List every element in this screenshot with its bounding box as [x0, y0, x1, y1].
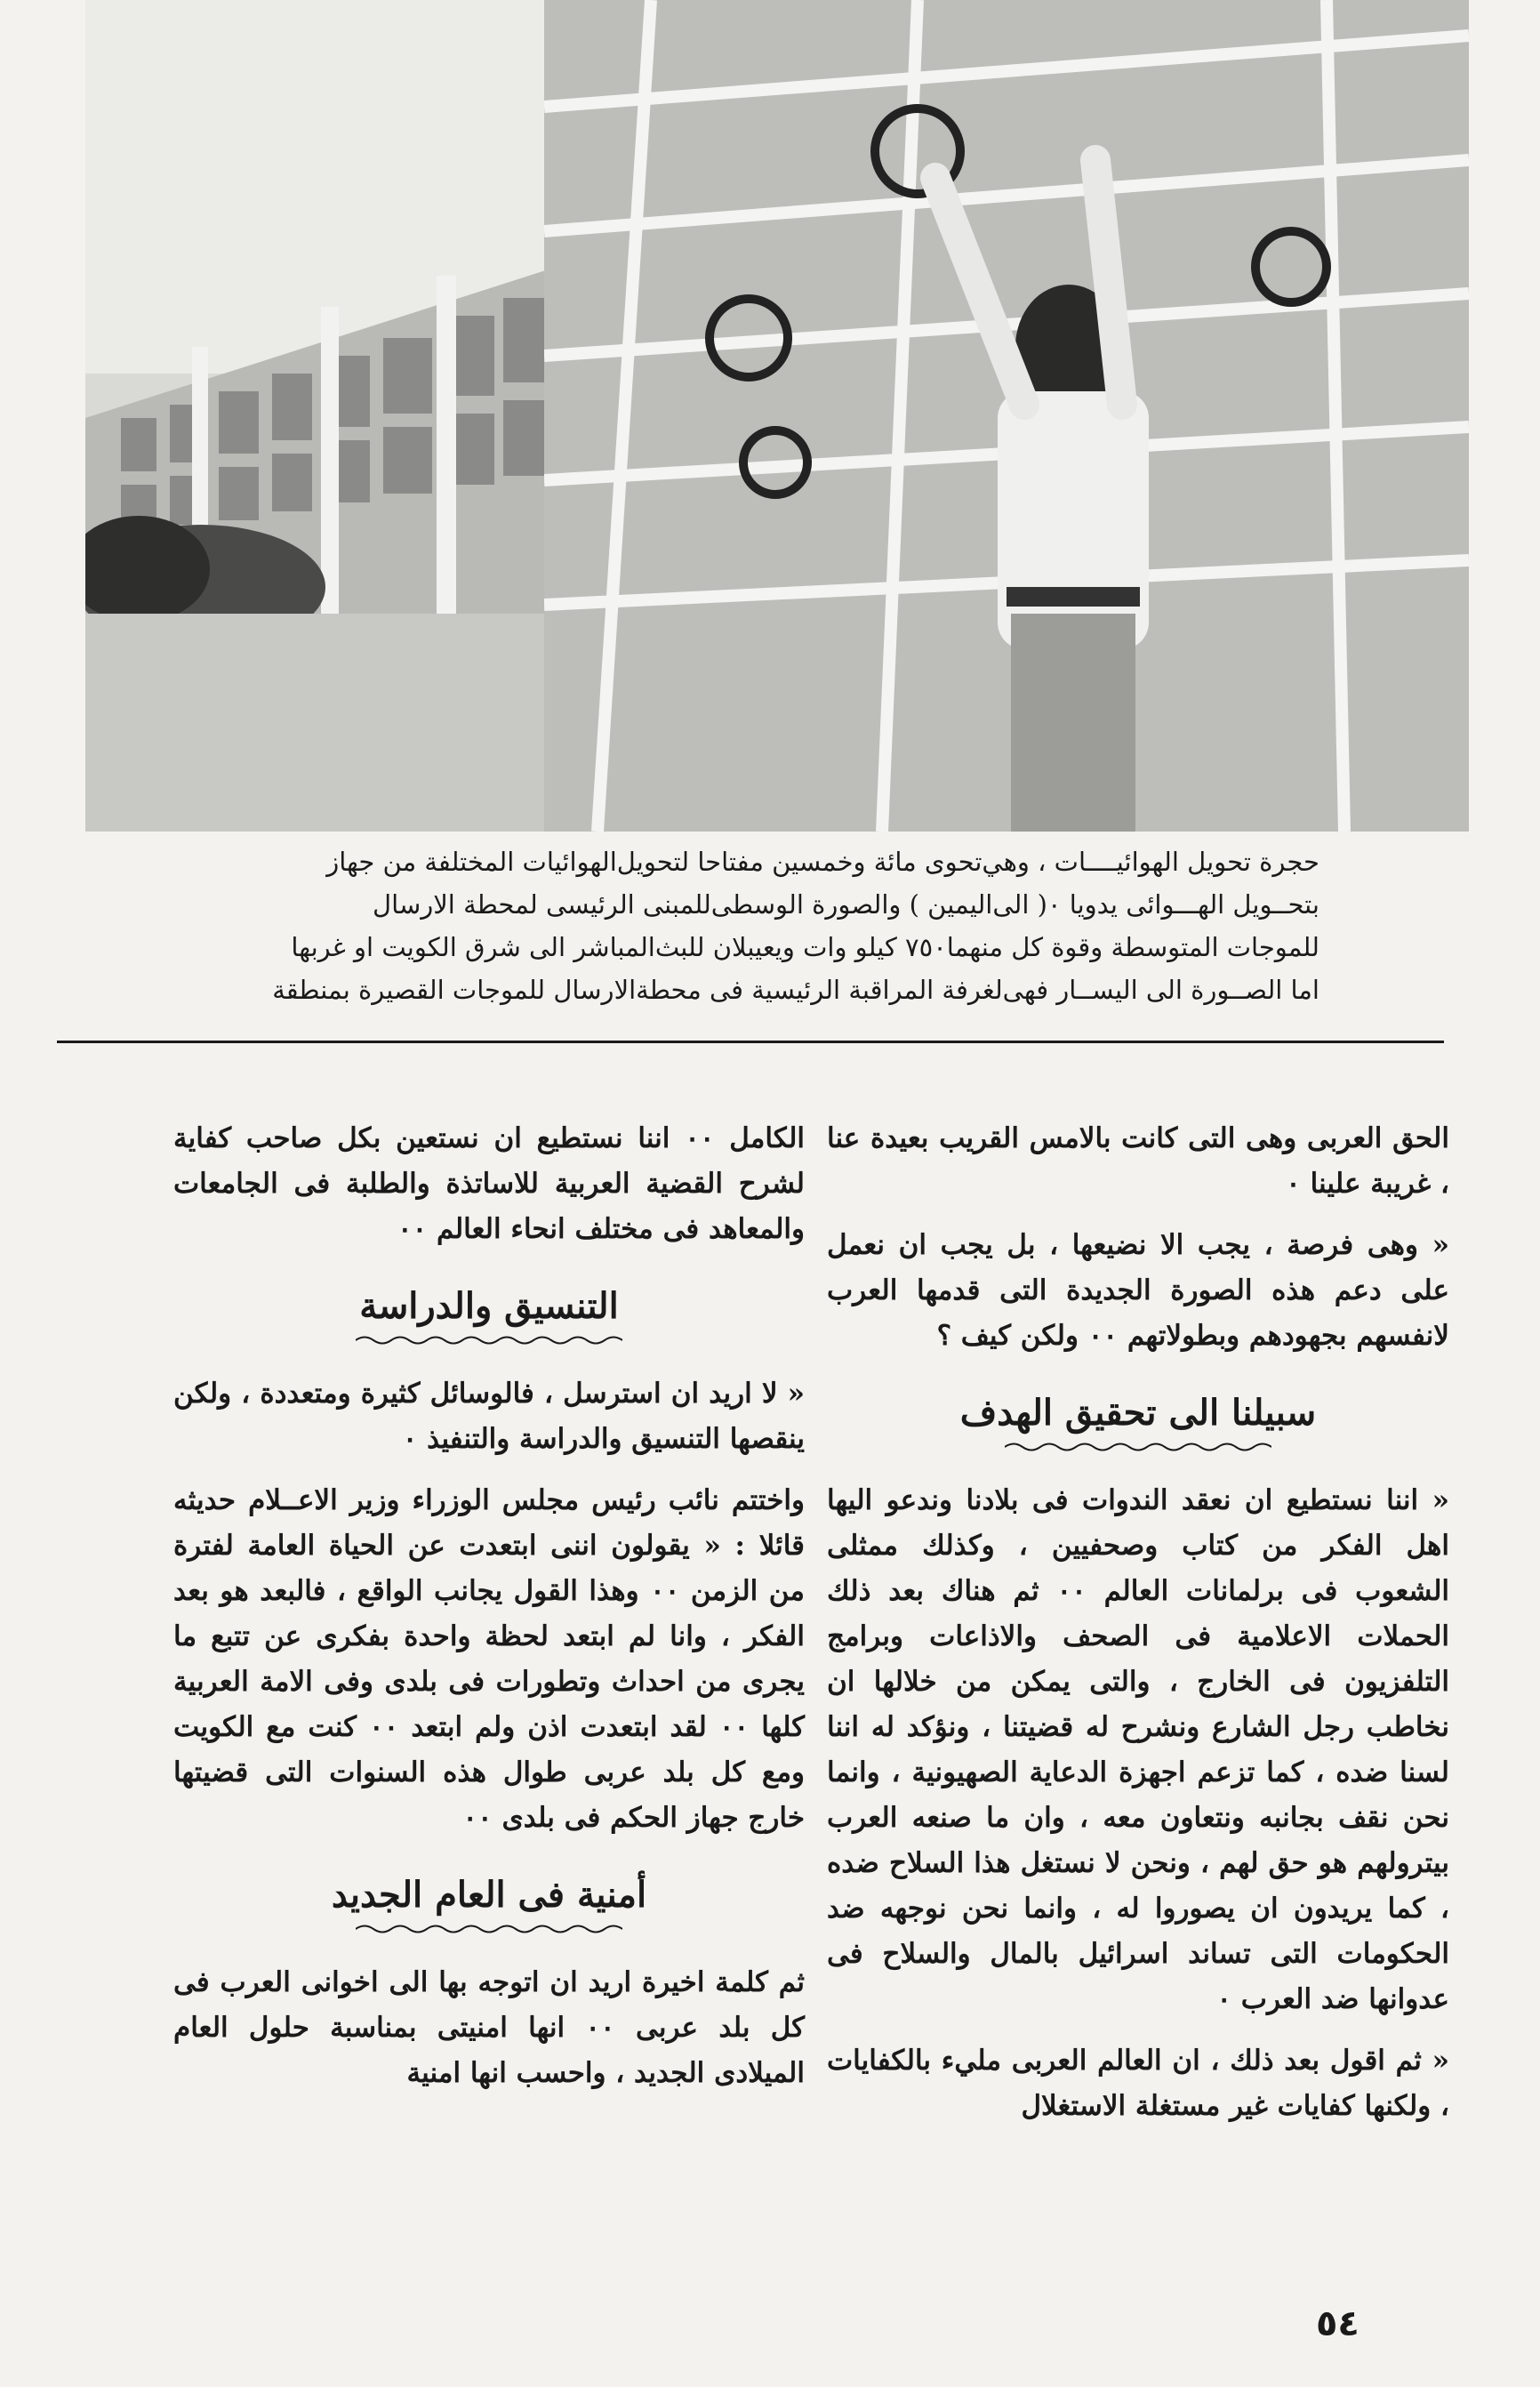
caption-line: اما الصــورة الى اليســار فهى‌لغرفة المراقبة الرئيسية فى محطة‌الارسال للموجات القصيرة بمنطقة: [272, 975, 1319, 1005]
building-photo-image: [85, 0, 557, 832]
antenna-room-image: [544, 0, 1469, 832]
building-photo: [85, 0, 557, 832]
page-number: ٥٤: [1316, 2303, 1360, 2344]
paragraph: ثم كلمة اخيرة اريد ان اتوجه بها الى اخوانى العرب فى كل بلد عربى ٠٠ انها امنيتى بمناسبة حلول العام الميلادى الجديد ، واحسب انها امنية: [173, 1966, 805, 2089]
section-heading: التنسيق والدراسة: [359, 1285, 619, 1327]
photo-caption: [57, 840, 1319, 1011]
antenna-room-photo: [544, 0, 1469, 832]
heading-underline-ornament: [1005, 1441, 1271, 1453]
caption-line: للموجات المتوسطة وقوة كل منهما٧٥٠ كيلو وات ويعيبلان للبث‌المباشر الى شرق الكويت او غربها: [291, 932, 1319, 962]
caption-line: بتحــويل الهـــوائى يدويا ٠( الى‌اليمين ) والصورة الوسطى‌للمبنى الرئيسى لمحطة الارسال: [373, 889, 1319, 920]
paragraph: واختتم نائب رئيس مجلس الوزراء وزير الاعــلام حديثه قائلا : « يقولون اننى ابتعدت عن الحياة العامة لفترة من الزمن ٠٠ وهذا القول يجانب الواقع ، فالبعد هو بعد الفكر ، وانا لم ابتعد لحظة واحدة بفكرى عن تتبع ما يجرى من احداث وتطورات فى بلدى وفى الامة العربية كلها ٠٠ لقد ابتعدت اذن ولم ابتعد ٠٠ كنت مع الكويت ومع كل بلد عربى طوال هذه السنوات التى قضيتها خارج جهاز الحكم فى بلدى ٠٠: [173, 1484, 805, 1834]
article-column-right: [827, 1116, 1449, 2134]
paragraph: « اننا نستطيع ان نعقد الندوات فى بلادنا وندعو اليها اهل الفكر من كتاب وصحفيين ، وكذلك ممثلى الشعوب فى برلمانات العالم ٠٠ ثم هناك بعد ذلك الحملات الاعلامية فى الصحف والاذاعات وبرامج التلفزيون فى الخارج ، والتى يمكن من خلالها ان نخاطب رجل الشارع ونشرح له قضيتنا ، ونؤكد له اننا لسنا ضده ، كما تزعم اجهزة الدعاية الصهيونية ، وانما نحن نقف بجانبه ونتعاون معه ، وان ما صنعه العرب بيترولهم هو حق لهم ، ونحن لا نستغل هذا السلاح ضده ، كما يريدون ان يصوروا له ، وانما نحن نوجهه ضد الحكومات التى تساند اسرائيل بالمال والسلاح فى عدوانها ضد العرب ٠: [827, 1484, 1450, 2015]
section-heading: سبيلنا الى تحقيق الهدف: [959, 1392, 1317, 1434]
section-heading: أمنية فى العام الجديد: [331, 1874, 647, 1916]
paragraph: « لا اريد ان استرسل ، فالوسائل كثيرة ومتعددة ، ولكن ينقصها التنسيق والدراسة والتنفيذ ٠: [173, 1378, 805, 1455]
paragraph: الحق العربى وهى التى كانت بالامس القريب بعيدة عنا ، غريبة علينا ٠: [827, 1122, 1449, 1200]
paragraph: « ثم اقول بعد ذلك ، ان العالم العربى مليء بالكفايات ، ولكنها كفايات غير مستغلة الاستغلال: [827, 2045, 1449, 2122]
caption-line: حجرة تحويل الهوائيــــات ، وهي‌تحوى مائة وخمسين مفتاحا لتحويل‌الهوائيات المختلفة من جهاز: [326, 847, 1319, 877]
paragraph: الكامل ٠٠ اننا نستطيع ان نستعين بكل صاحب كفاية لشرح القضية العربية للاساتذة والطلبة فى الجامعات والمعاهد فى مختلف انحاء العالم ٠٠: [173, 1122, 805, 1245]
heading-underline-ornament: [356, 1923, 622, 1935]
paragraph: « وهى فرصة ، يجب الا نضيعها ، بل يجب ان نعمل على دعم هذه الصورة الجديدة التى قدمها العرب لانفسهم بجهودهم وبطولاتهم ٠٠ ولكن كيف ؟: [827, 1229, 1449, 1352]
caption-divider: [57, 1041, 1444, 1043]
article-column-left: [173, 1116, 805, 2102]
heading-underline-ornament: [356, 1334, 622, 1346]
